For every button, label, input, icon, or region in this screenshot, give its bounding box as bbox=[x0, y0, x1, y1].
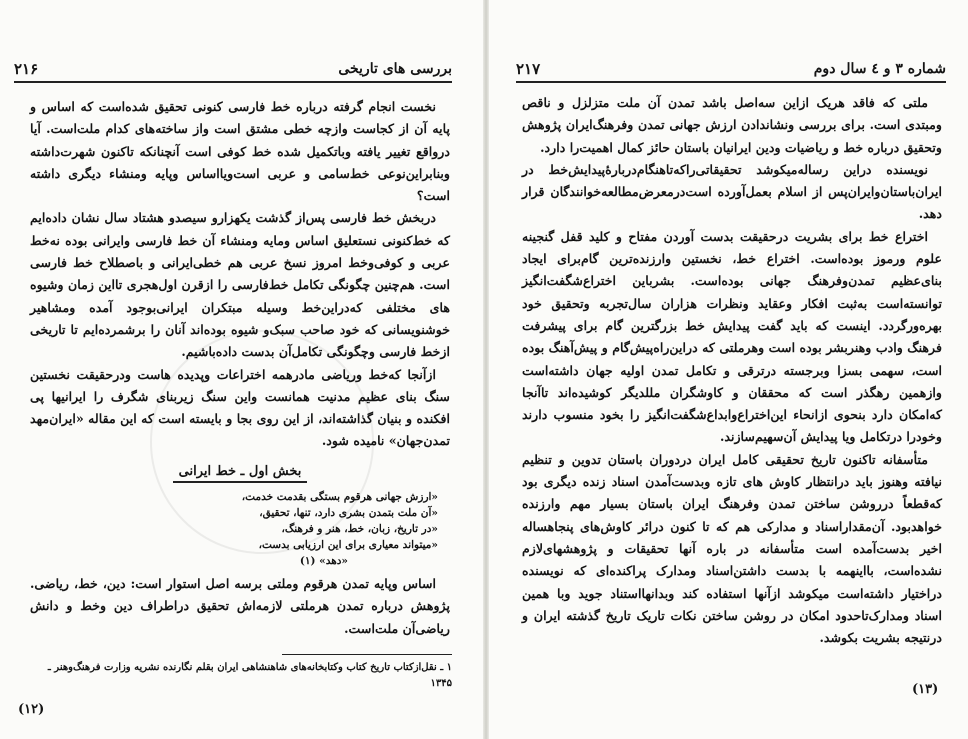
running-header bbox=[516, 58, 946, 80]
quote-line: «میتواند معیاری برای این ارزیابی بدست، bbox=[258, 539, 438, 552]
footnote-rule bbox=[282, 654, 452, 655]
right-page bbox=[492, 0, 968, 739]
paragraph: اختراع خط برای بشریت درحقیقت بدست آوردن مفتاح و کلید قفل گنجینه علوم ورموز بوده‌است. اختراع خط، نخستین وارزنده‌ترین گام‌برای ایجاد بنای‌عظیم تمدن‌وفرهنگ جهانی بوده‌است. بشرباین اختراع‌شگفت‌انگیز توانسته‌است به‌ثبت افکار وعقاید ونظرات هزاران سال‌تجربه وتحقیق خود بهره‌ورگردد. اینست که باید گفت پیدایش خط بزرگترین گام برای پیشرفت فرهنگ وادب وهنربشر بوده است وهرملتی که دراین‌راه‌پیش‌گام و پیش‌آهنگ بوده است، سهمی بسزا وبرجسته درترقی و تکامل تمدن اولیه جهان داشته‌است وازهمین رهگذر است که محققان و کاوشگران مللدیگر کوشیده‌اند تاآنجا که‌امکان دارد بنحوی ازانحاء این‌اختراع‌وابداع‌شگفت‌انگیز را بخود منسوب دارند وخودرا درتکامل ویا پیدایش آن‌سهیم‌سازند. bbox=[522, 228, 942, 445]
left-page bbox=[0, 0, 480, 739]
header-rule bbox=[516, 81, 946, 83]
paragraph: نخست انجام گرفته درباره خط فارسی کنونی تحقیق شده‌است که اساس و پایه آن از کجاست وازچه خطی مشتق است واز ساخته‌های کدام ملت‌است. آیا درواقع تغییر یافته وباتکمیل شده خط کوفی است آنچنانکه تاکنون شهرت‌داشته وبنابراین‌نوعی خط‌سامی و عربی است‌ویااساس وپایه ومنشاء دیگری داشته است؟ bbox=[30, 99, 450, 204]
epigraph-quote bbox=[30, 489, 450, 569]
header-title: بررسی های تاریخی bbox=[338, 61, 452, 77]
paragraph: ملتی که فاقد هریک ازاین سه‌اصل باشد تمدن آن ملت متزلزل و ناقص ومبتدی است. برای بررسی ونشاندادن ارزش جهانی تمدن وفرهنگ‌ایران پژوهش وتحقیق درباره خط و ریاضیات ودین ایرانیان باستان حائز کمال اهمیت‌را دارد. bbox=[522, 95, 942, 155]
paragraph: اساس وپایه تمدن هرقوم وملتی برسه اصل استوار است: دین، خط، ریاضی. پژوهش درباره تمدن هرملتی لازمه‌اش تحقیق دراطراف دین وخط و دانش ریاضی‌آن ملت‌است. bbox=[30, 576, 450, 636]
quote-line: «دهد» (۱) bbox=[299, 555, 348, 568]
page-number: ۲۱۷ bbox=[516, 60, 541, 78]
paragraph: متأسفانه تاکنون تاریخ تحقیقی کامل ایران دردوران باستان تدوین و تنظیم نیافته وهنوز باید درانتظار کاوش های تازه وبدست‌آمدن اسناد زنده دیگری بود که‌قطعاً درروشن ساختن تمدن وفرهنگ ایران باستان بسیار مهم وارزنده خواهدبود. آن‌مقداراسناد و مدارکی هم که تا کنون درائر کاوش‌های پنجاهساله اخیر بدست‌آمده است متأسفانه در باره آنها تحقیقات و پژوهشهای‌لازم نشده‌است، بااینهمه با بدست داشتن‌اسناد ومدارک پراکنده‌ای که نویسنده دراختیار داشته‌است میکوشد ازآنها استفاده کند وبدانها‌استناد جوید وبا همین اسناد ومدارک‌تاحدود امکان در روشن ساختن نکات تاریک تاریخ گذشته ایران و درنتیجه بشریت بکوشد. bbox=[522, 451, 942, 646]
header-title: شماره ۳ و ٤ سال دوم bbox=[813, 61, 946, 77]
body-text bbox=[522, 92, 942, 649]
section-title: بخش اول ـ خط ایرانی bbox=[30, 461, 450, 483]
quote-line: «ارزش جهانی هرقوم بستگی بقدمت خدمت، bbox=[241, 491, 438, 504]
paragraph: دربخش خط فارسی پس‌از گذشت یکهزارو سیصدو هشتاد سال نشان داده‌ایم که خط‌کنونی نستعلیق اساس ومایه ومنشاء آن خط فارسی وایرانی بوده نه‌خط عربی و کوفی‌وخط امروز نسخ عربی هم خطی‌ایرانی و باصطلاح خط فارسی است. هم‌چنین چگونگی تکامل خط‌فارسی را ازقرن اول‌هجری تااین زمان وشیوه های مختلفی که‌دراین‌خط وسیله مبتکران ایرانی‌بوجود آمده ومشاهیر خوشنویسانی که خود صاحب سبک‌و شیوه بوده‌اند آنان را برشمرده‌ایم تا تاریخی ازخط فارسی وچگونگی تکامل‌آن بدست داده‌باشیم. bbox=[30, 210, 450, 360]
page-number: ۲۱۶ bbox=[14, 60, 39, 78]
paragraph: نویسنده دراین رساله‌میکوشد تحقیقاتی‌راکه‌تاهنگام‌دربارهٔ‌پیدایش‌خط در ایران‌باستان‌وایران‌پس از اسلام بعمل‌آورده است‌درمعرض‌مطالعه‌خوانندگان قرار دهد. bbox=[522, 161, 942, 222]
folio-number: (۱۲) bbox=[18, 702, 45, 717]
footnote: ۱ ـ نقل‌ازکتاب تاریخ کتاب وکتابخانه‌های شاهنشاهی ایران بقلم نگارنده نشریه وزارت فرهنگ‌وهنر ـ ۱۳۴۵ bbox=[47, 662, 452, 689]
paragraph: ازآنجا که‌خط وریاضی مادرهمه اختراعات وپدیده هاست ودرحقیقت نخستین سنگ بنای عظیم مدنیت همانست واین سنگ زیربنای شگرف را ایرانیها پی افکنده و بنیان گذاشته‌اند، از این روی بجا و بایسته است که این مقاله «ایران‌مهد تمدن‌جهان» نامیده شود. bbox=[30, 366, 450, 449]
book-gutter bbox=[483, 0, 489, 739]
running-header bbox=[14, 58, 452, 80]
quote-line: «در تاریخ، زبان، خط، هنر و فرهنگ، bbox=[281, 523, 438, 536]
body-text bbox=[30, 96, 450, 640]
folio-number: (۱۳) bbox=[912, 682, 939, 697]
header-rule bbox=[14, 81, 452, 83]
quote-line: «آن ملت بتمدن بشری دارد، تنها، تحقیق، bbox=[259, 507, 438, 520]
